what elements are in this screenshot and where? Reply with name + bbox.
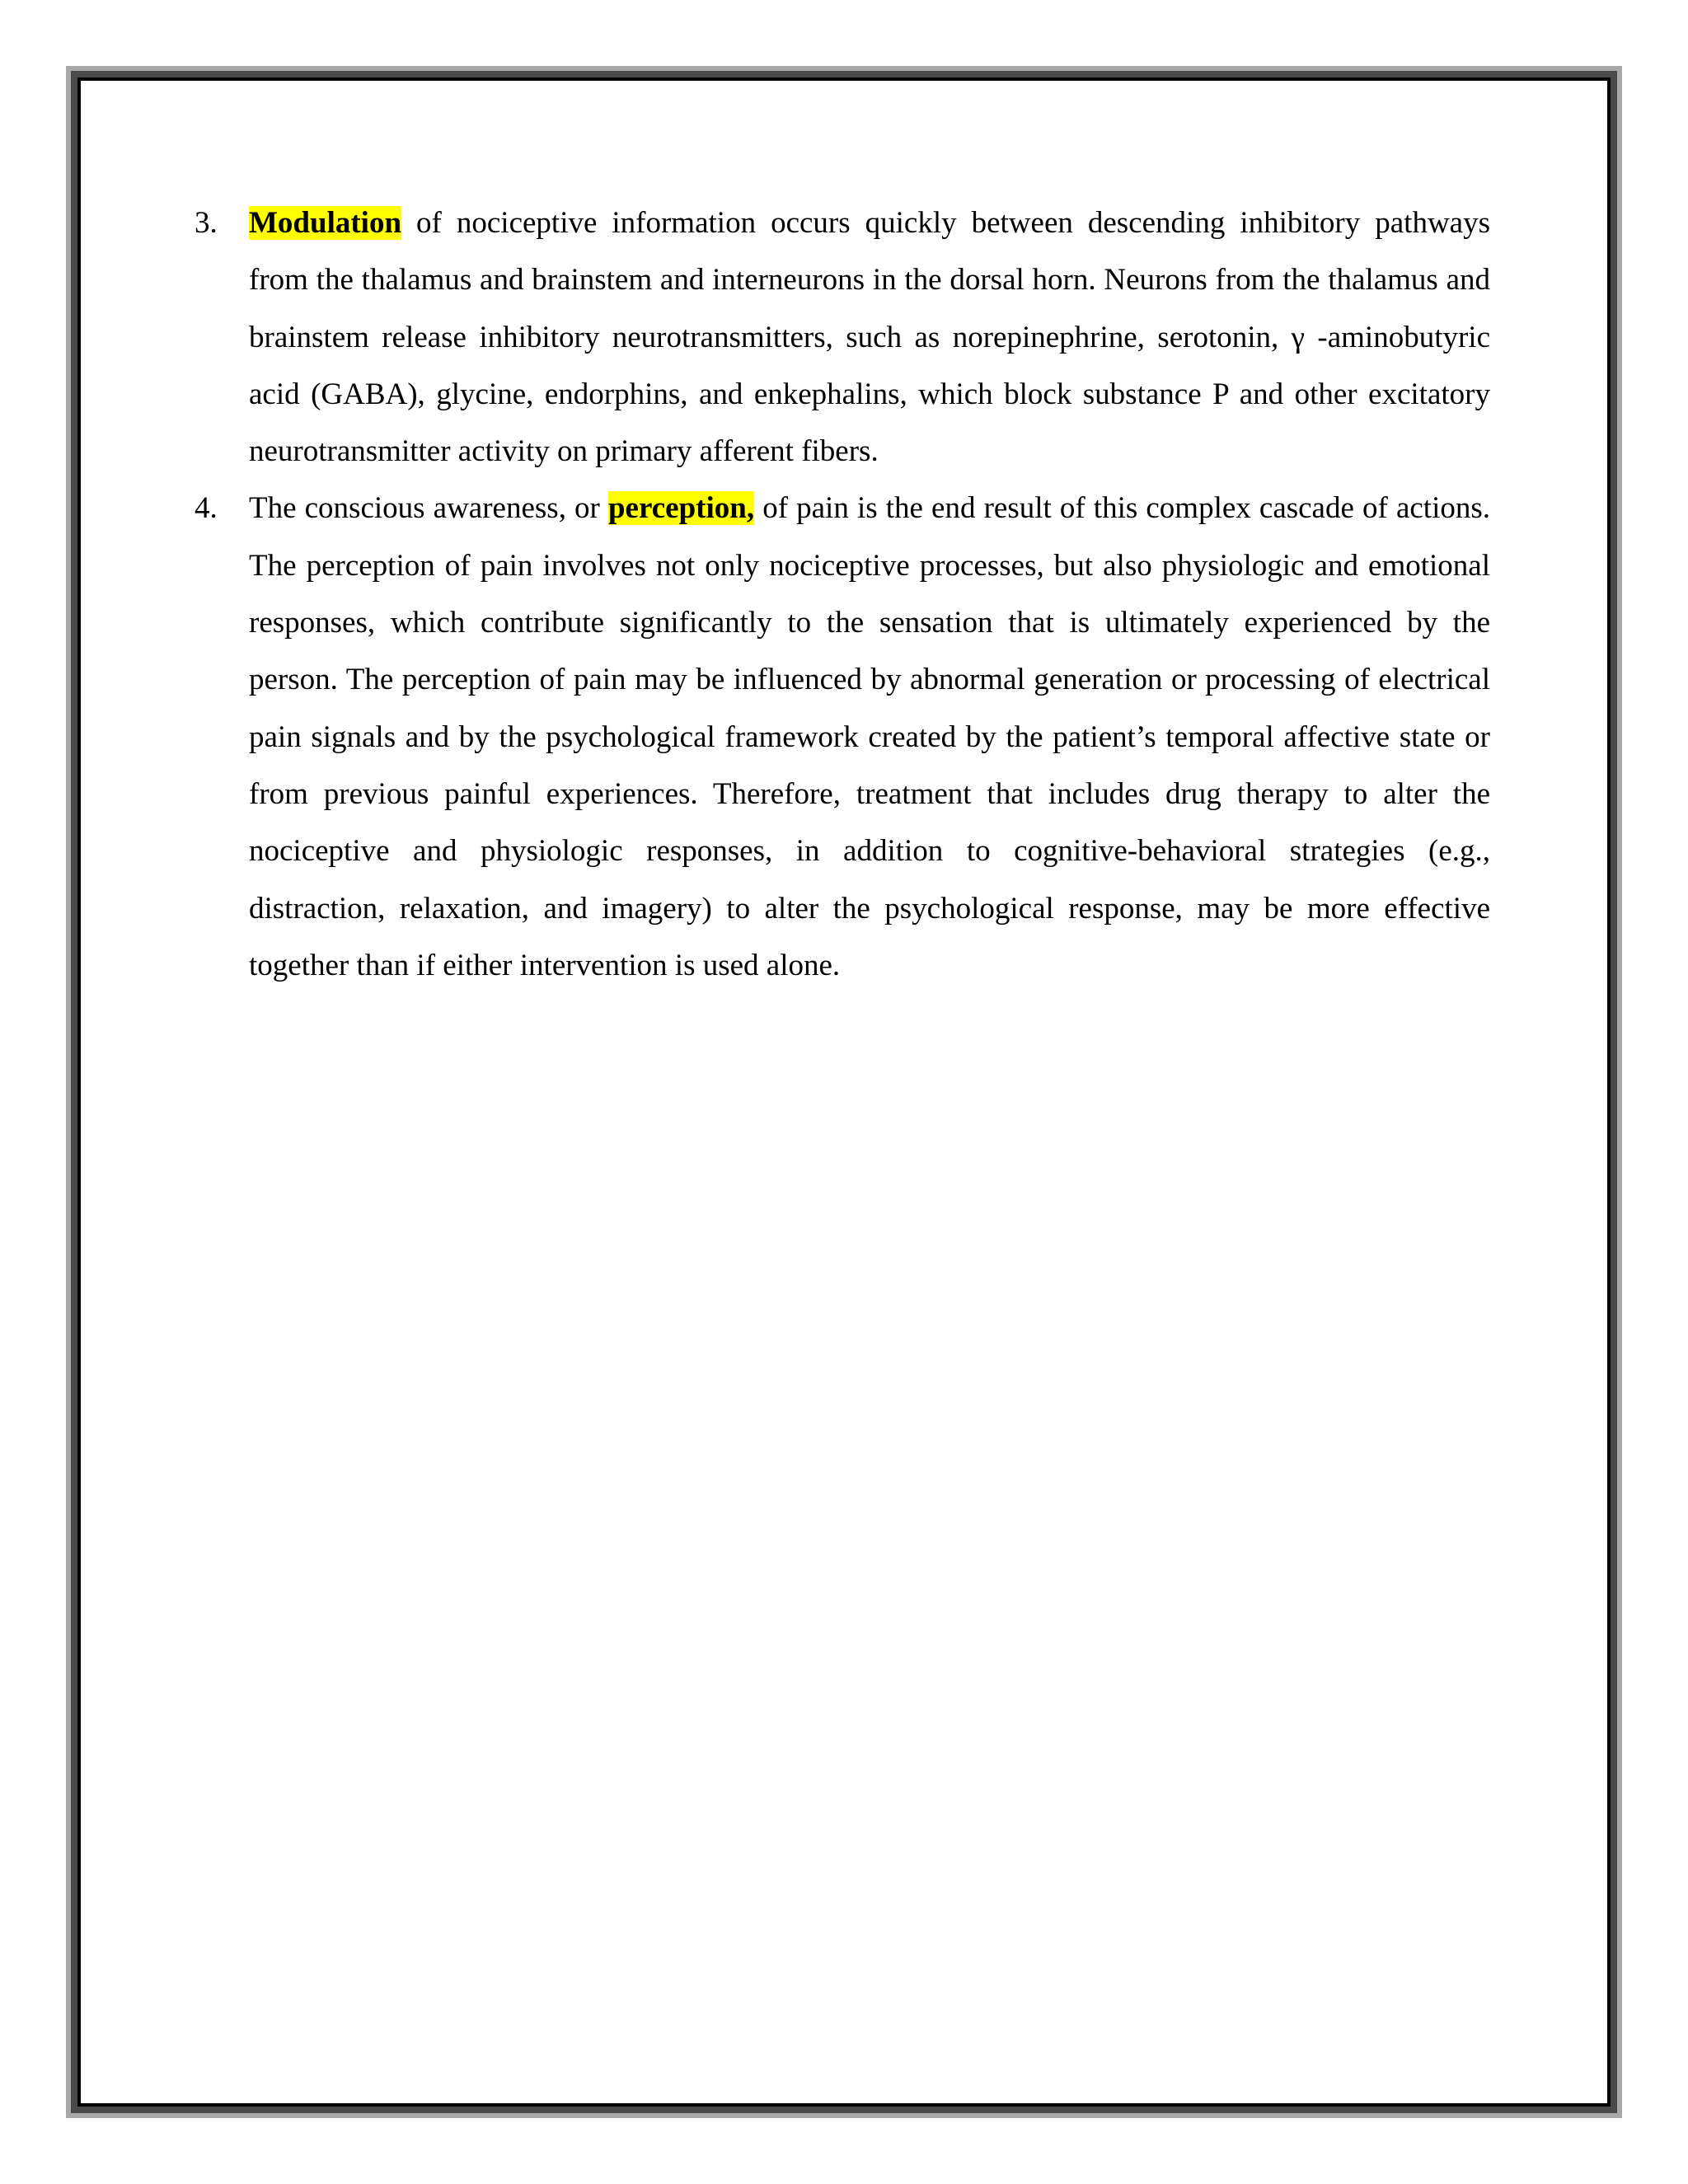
list-item-perception bbox=[195, 480, 1490, 994]
list-number: 3. bbox=[195, 206, 218, 240]
highlighted-term-perception: perception, bbox=[607, 491, 755, 526]
paragraph-text: of nociceptive information occurs quickly between descending inhibitory pathways from the thalamus and brainstem and interneurons in the dorsal horn. Neurons from the thalamus and brainstem release inhibitory neurotransmitters, such as norepinephrine, serotonin, γ -aminobutyric acid (GABA), glycine, endorphins, and enkephalins, which block substance P and other excitatory neurotransmitter activity on primary afferent fibers. bbox=[249, 206, 1490, 469]
highlighted-term-modulation: Modulation bbox=[249, 206, 402, 240]
document-body bbox=[195, 194, 1490, 994]
paragraph-text-lead: The conscious awareness, or bbox=[249, 491, 608, 526]
paragraph-text: of pain is the end result of this complex cascade of actions. The perception of pain involves not only nociceptive processes, but also physiologic and emotional responses, which contribute significantly to the sensation that is ultimately experienced by the person. The perception of pain may be influenced by abnormal generation or processing of electrical pain signals and by the psychological framework created by the patient’s temporal affective state or from previous painful experiences. Therefore, treatment that includes drug therapy to alter the nociceptive and physiologic responses, in addition to cognitive-behavioral strategies (e.g., distraction, relaxation, and imagery) to alter the psychological response, may be more effective together than if either intervention is used alone. bbox=[249, 491, 1490, 982]
list-number: 4. bbox=[195, 491, 218, 526]
list-item-modulation bbox=[195, 194, 1490, 480]
